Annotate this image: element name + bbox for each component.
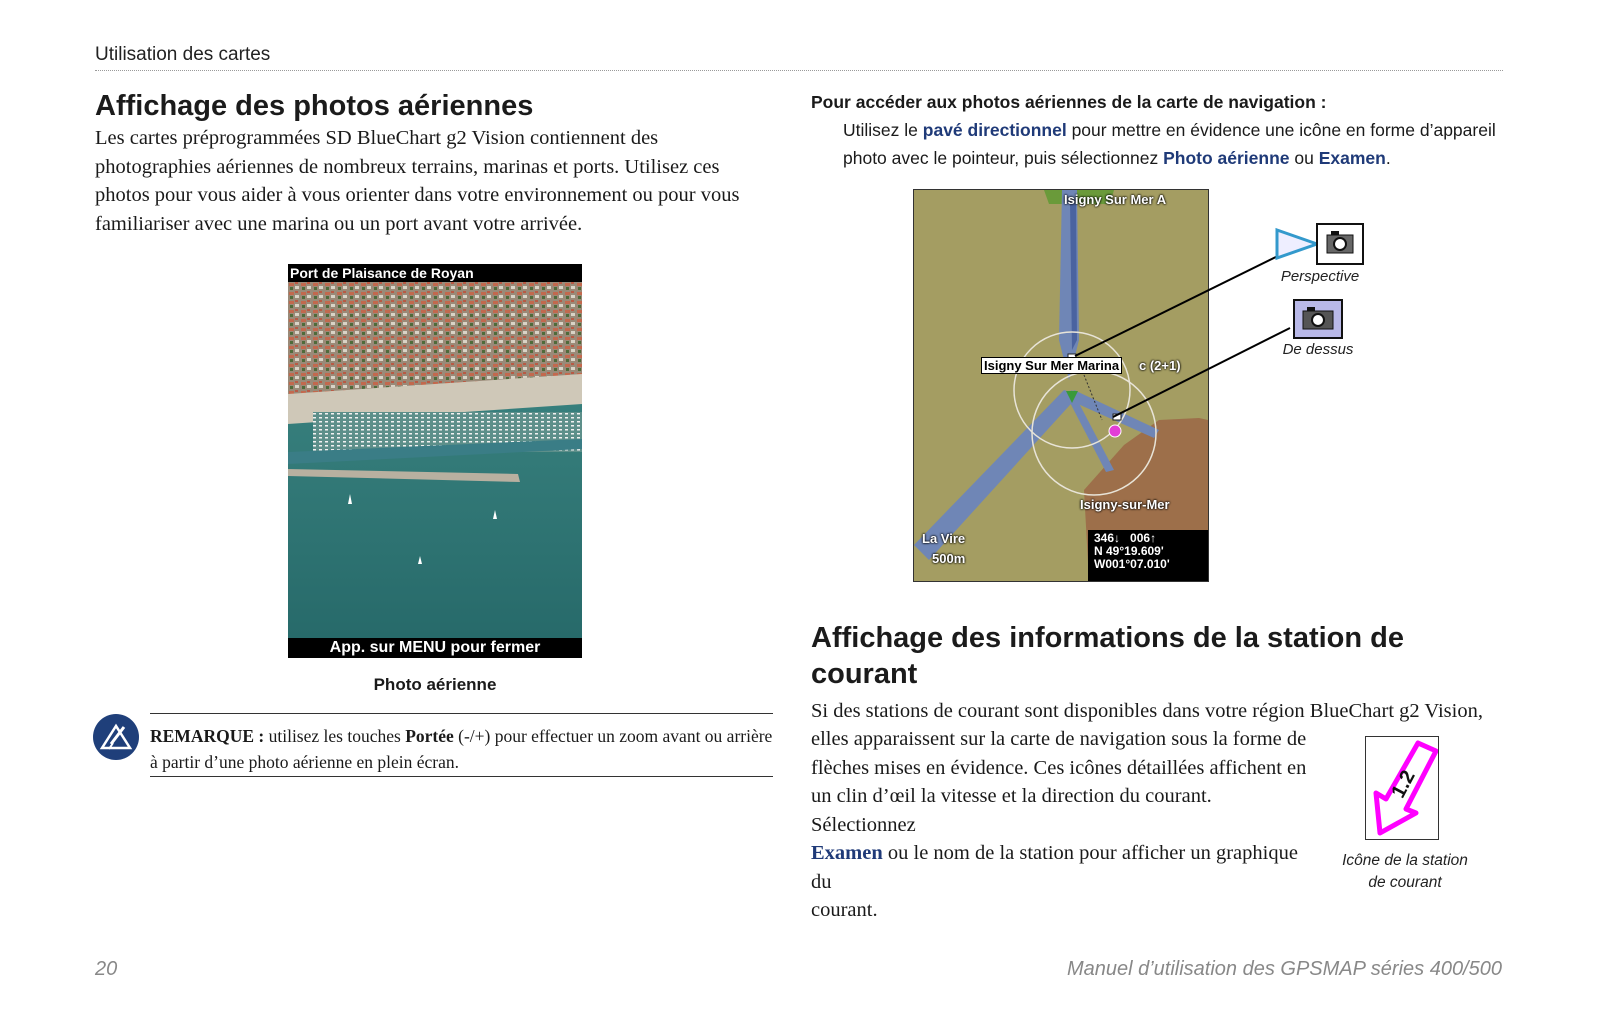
proc-key-aerial-photo: Photo aérienne xyxy=(1163,148,1290,168)
map-label-marina: Isigny Sur Mer Marina xyxy=(981,357,1122,374)
procedure-step: Utilisez le pavé directionnel pour mettre en évidence une icône en forme d’appareil photo avec le pointeur, puis sélectionnez Photo aérienne ou Examen. xyxy=(843,120,1496,168)
photo-footer-hint: App. sur MENU pour fermer xyxy=(329,639,541,656)
map-readout-2: 006↑ xyxy=(1130,531,1157,545)
section-title-current-station: Affichage des informations de la station de courant xyxy=(811,622,1404,690)
map-label-suffix: c (2+1) xyxy=(1139,358,1181,373)
current-line-5 xyxy=(811,839,1321,896)
photo-title-bar: Port de Plaisance de Royan xyxy=(290,265,474,281)
proc-text-2: pour mettre en évidence une icône en forme d’appareil photo avec le pointeur, puis sélectionnez xyxy=(843,120,1496,168)
intro-paragraph: Les cartes préprogrammées SD BlueChart g2 Vision contiennent des photographies aériennes de nombreux terrains, marinas et ports. Utilisez ces photos pour vous aider à vous orienter dans votre environnement ou pour vous familiariser avec une marina ou un port avant votre arrivée. xyxy=(95,127,740,235)
current-line-2: elles apparaissent sur la carte de navigation sous la forme de xyxy=(811,728,1307,750)
current-line-3: flèches mises en évidence. Ces icônes détaillées affichent en xyxy=(811,756,1307,779)
camera-perspective-icon xyxy=(1275,222,1365,266)
note-key: Portée xyxy=(405,726,454,746)
running-header: Utilisation des cartes xyxy=(95,44,271,65)
current-icon-value: 1.2 xyxy=(1387,766,1420,802)
current-key-examen: Examen xyxy=(811,842,883,864)
top-view-label: De dessus xyxy=(1282,341,1354,358)
current-icon-caption: Icône de la station de courant xyxy=(1342,852,1468,891)
map-lon: W001°07.010' xyxy=(1094,557,1170,571)
map-label-top: Isigny Sur Mer A xyxy=(1064,192,1167,207)
map-readout-1: 346↓ xyxy=(1094,531,1121,545)
perspective-label: Perspective xyxy=(1280,268,1360,285)
manual-title: Manuel d’utilisation des GPSMAP séries 400/500 xyxy=(1066,958,1502,980)
callout-lines xyxy=(900,180,1320,440)
proc-key-dpad: pavé directionnel xyxy=(922,120,1067,140)
camera-top-view-icon xyxy=(1293,299,1343,339)
current-station-icon xyxy=(1365,736,1439,840)
note-bottom-rule xyxy=(150,776,773,777)
map-scale: 500m xyxy=(932,551,966,566)
current-text-after-key: ou le nom de la station pour afficher un graphique du xyxy=(811,842,1298,893)
aerial-photo xyxy=(288,264,582,658)
note-icon xyxy=(93,714,139,760)
note-text xyxy=(150,723,773,775)
current-paragraph-body xyxy=(811,725,1321,925)
current-line-6: courant. xyxy=(811,899,878,921)
page-number: 20 xyxy=(95,958,118,980)
current-paragraph-line1: Si des stations de courant sont disponibles dans votre région BlueChart g2 Vision, xyxy=(811,700,1483,722)
note-text-part1: utilisez les touches xyxy=(268,726,401,746)
map-readout xyxy=(1094,532,1170,571)
note-text-part2: (-/+) pour effectuer un zoom avant ou arrière à partir d’une photo aérienne en plein écran. xyxy=(150,726,773,772)
map-label-vire: La Vire xyxy=(922,531,966,546)
current-line-4: un clin d’œil la vitesse et la direction du courant. Sélectionnez xyxy=(811,785,1212,836)
proc-key-examen: Examen xyxy=(1318,148,1386,168)
section-title-aerial-photos: Affichage des photos aériennes xyxy=(95,90,534,122)
note-label: REMARQUE : xyxy=(150,726,265,746)
procedure-title: Pour accéder aux photos aériennes de la carte de navigation : xyxy=(811,92,1327,112)
header-divider xyxy=(95,70,1503,71)
map-label-town: Isigny-sur-Mer xyxy=(1080,497,1170,512)
proc-text-3: ou xyxy=(1294,148,1314,168)
photo-caption: Photo aérienne xyxy=(373,675,497,694)
map-lat: N 49°19.609' xyxy=(1094,544,1164,558)
note-top-rule xyxy=(150,713,773,714)
proc-text-1: Utilisez le xyxy=(843,120,918,140)
aerial-photo-image xyxy=(288,264,582,658)
